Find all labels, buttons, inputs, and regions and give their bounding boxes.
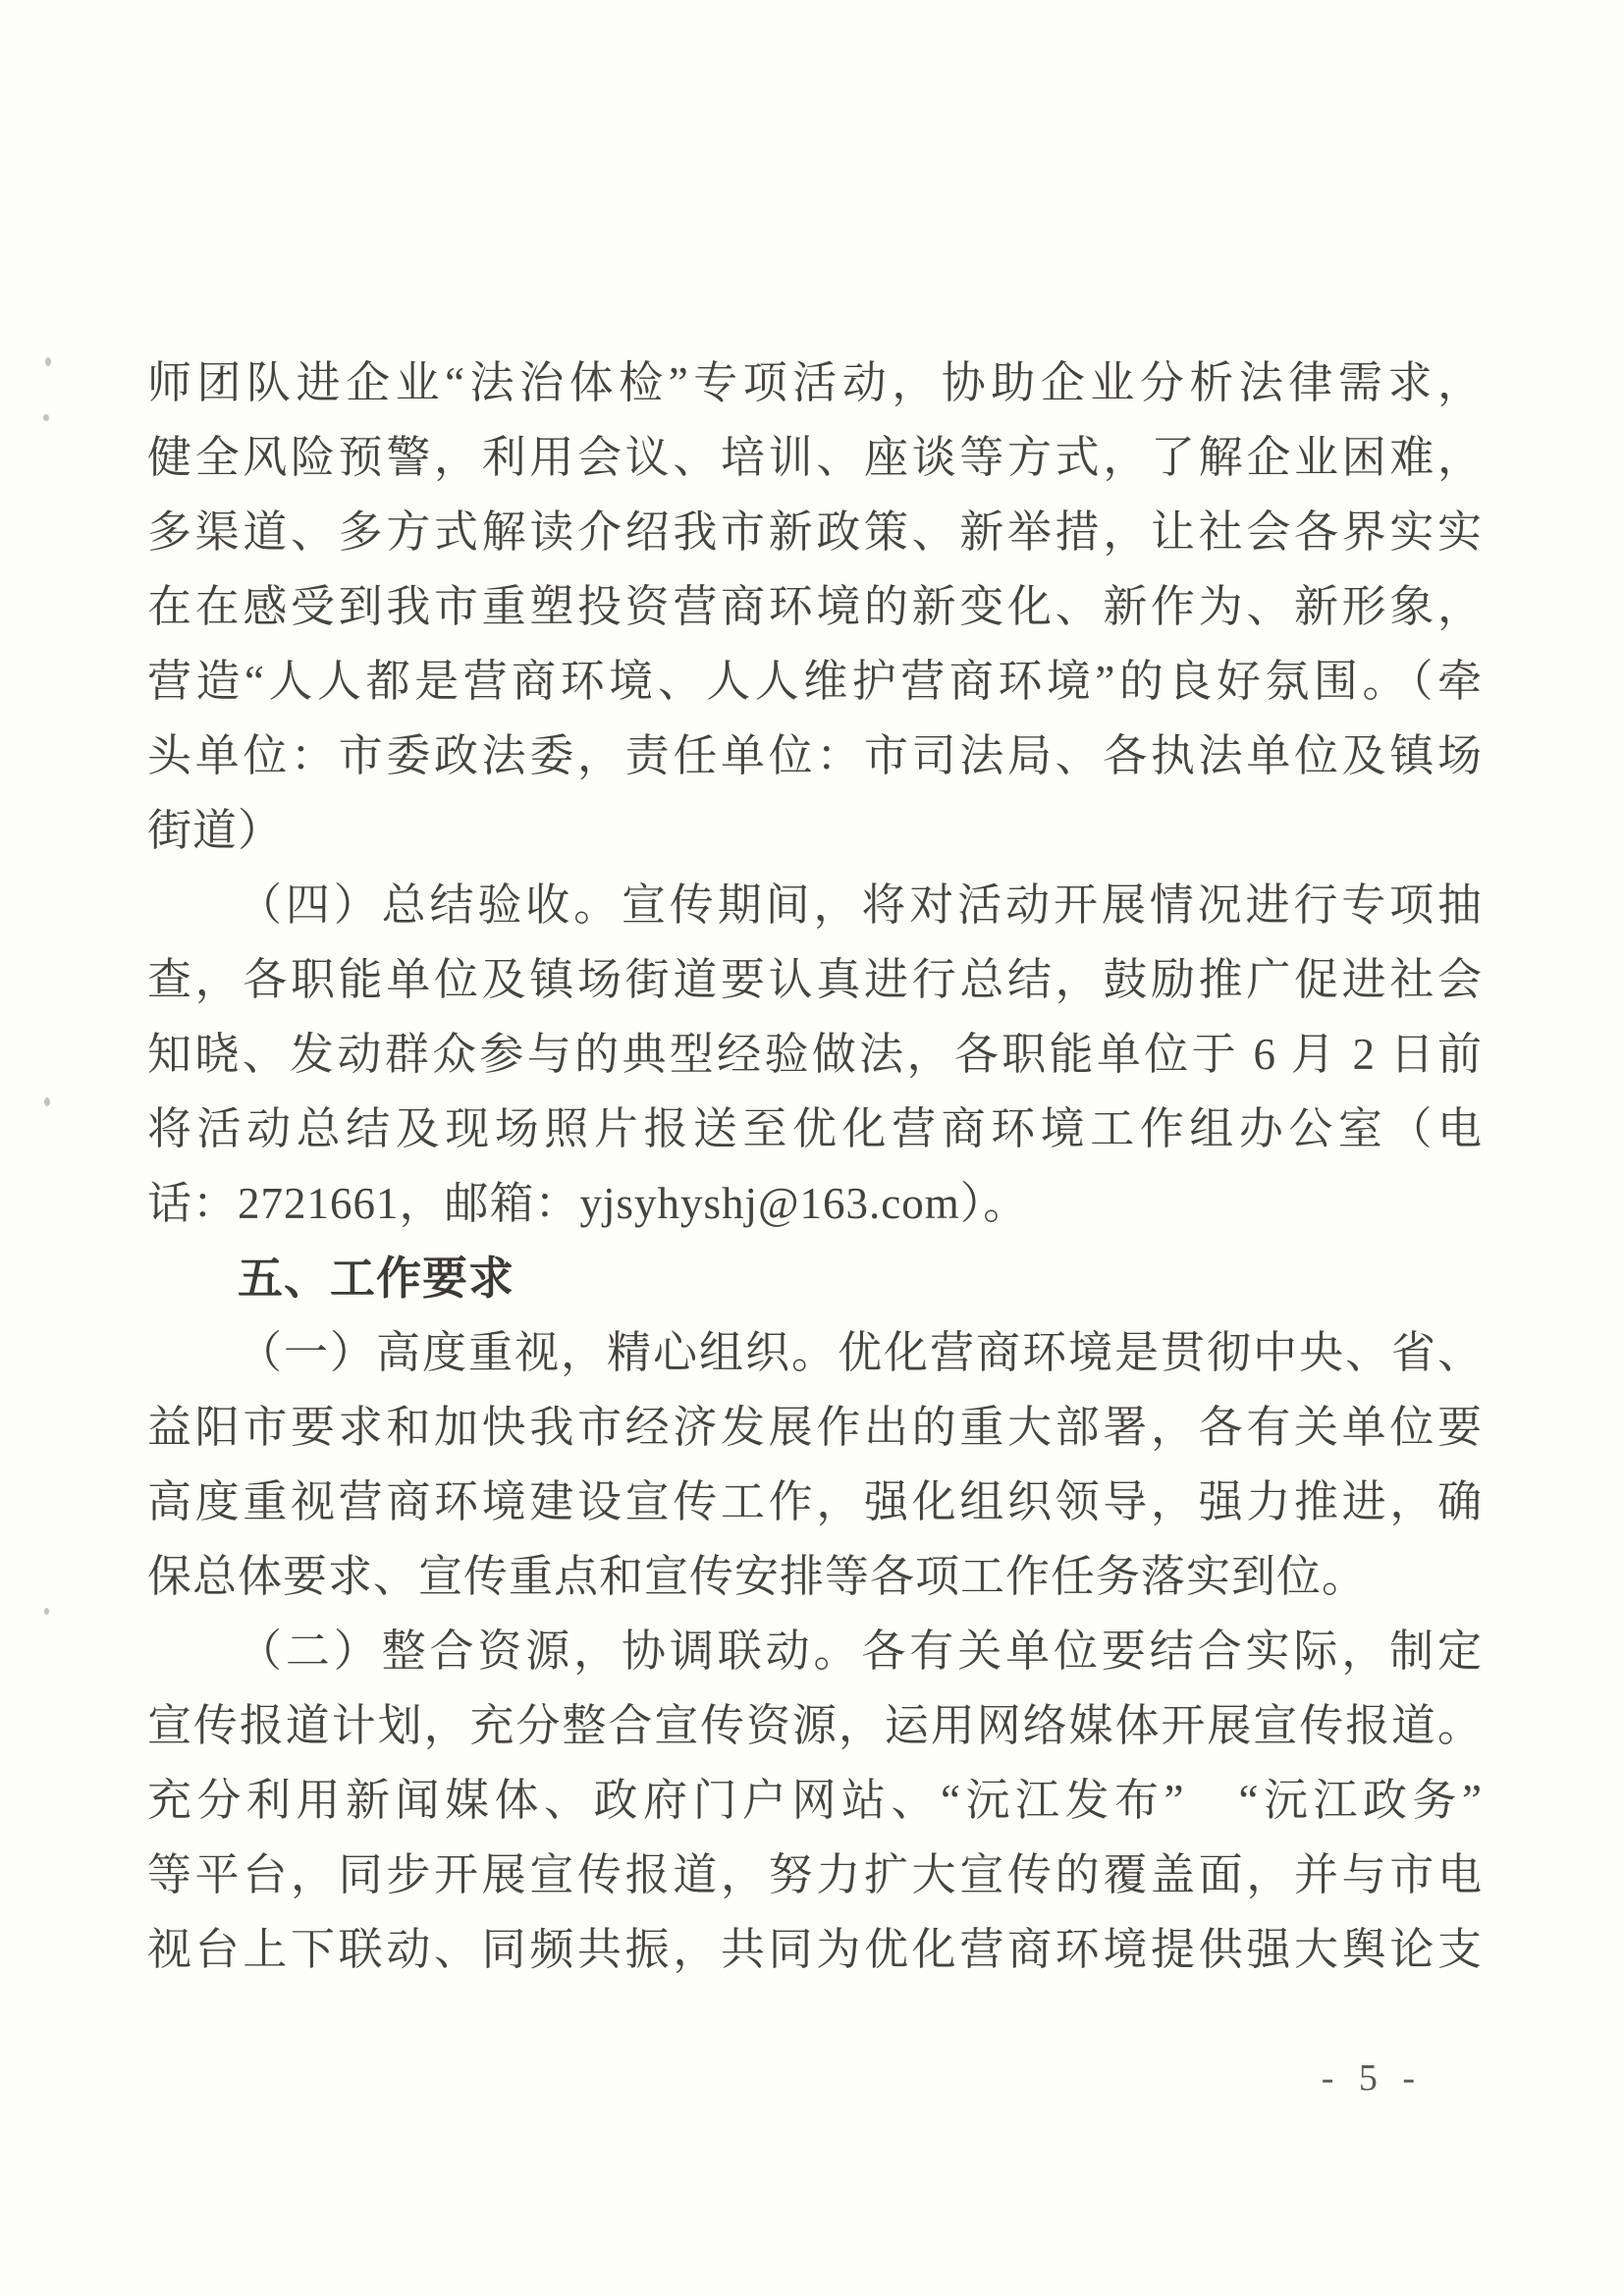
- scan-speckle: [44, 1097, 50, 1106]
- text-line: 话：2721661，邮箱：yjsyhyshj@163.com）。: [147, 1179, 1029, 1228]
- text-line: 知晓、发动群众参与的典型经验做法，各职能单位于 6 月 2 日前: [147, 1030, 1483, 1079]
- text-line: 保总体要求、宣传重点和宣传安排等各项工作任务落实到位。: [147, 1552, 1368, 1601]
- text-line: 师团队进企业“法治体检”专项活动，协助企业分析法律需求，: [147, 358, 1483, 407]
- text-line: 多渠道、多方式解读介绍我市新政策、新举措，让社会各界实实: [147, 507, 1483, 557]
- text-line: 宣传报道计划，充分整合宣传资源，运用网络媒体开展宣传报道。: [147, 1701, 1483, 1750]
- text-line: 益阳市要求和加快我市经济发展作出的重大部署，各有关单位要: [147, 1403, 1483, 1452]
- text-line: （二）整合资源，协调联动。各有关单位要结合实际，制定: [238, 1627, 1483, 1676]
- page-number: - 5 -: [1321, 2057, 1423, 2099]
- text-line: 视台上下联动、同频共振，共同为优化营商环境提供强大舆论支: [147, 1925, 1483, 1974]
- text-line: 健全风险预警，利用会议、培训、座谈等方式，了解企业困难，: [147, 433, 1483, 482]
- text-line: 等平台，同步开展宣传报道，努力扩大宣传的覆盖面，并与市电: [147, 1850, 1483, 1899]
- text-line: 在在感受到我市重塑投资营商环境的新变化、新作为、新形象，: [147, 582, 1483, 631]
- text-line: （一）高度重视，精心组织。优化营商环境是贯彻中央、省、: [238, 1328, 1483, 1377]
- text-line: 五、工作要求: [238, 1253, 514, 1304]
- scan-speckle: [45, 357, 51, 366]
- text-block: [147, 346, 1483, 1987]
- scan-speckle: [43, 414, 49, 421]
- text-line: 查，各职能单位及镇场街道要认真进行总结，鼓励推广促进社会: [147, 955, 1483, 1004]
- text-line: 充分利用新闻媒体、政府门户网站、“沅江发布” “沅江政务”: [147, 1776, 1483, 1825]
- text-line: 将活动总结及现场照片报送至优化营商环境工作组办公室（电: [147, 1104, 1483, 1153]
- text-line: 高度重视营商环境建设宣传工作，强化组织领导，强力推进，确: [147, 1477, 1483, 1526]
- text-line: 头单位：市委政法委，责任单位：市司法局、各执法单位及镇场: [147, 731, 1483, 780]
- text-line: 街道）: [147, 806, 284, 855]
- text-line: 营造“人人都是营商环境、人人维护营商环境”的良好氛围。（牵: [147, 657, 1483, 706]
- text-line: （四）总结验收。宣传期间，将对活动开展情况进行专项抽: [238, 881, 1483, 930]
- scan-speckle: [44, 1608, 49, 1615]
